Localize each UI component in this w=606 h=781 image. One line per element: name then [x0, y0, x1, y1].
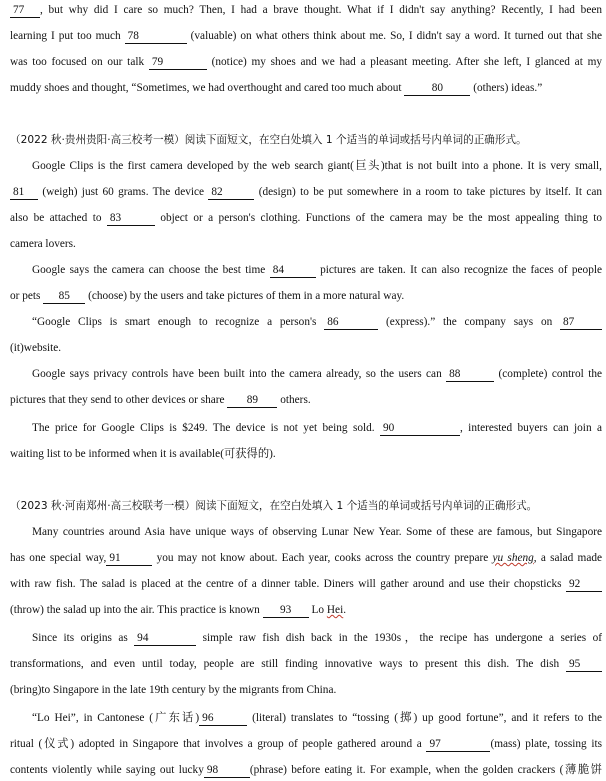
text: simple raw fish dish back in the 1930s，the recipe has undergone a series of — [202, 632, 602, 644]
text: camera lovers. — [10, 238, 76, 250]
s2-line-2 — [10, 184, 602, 201]
blank-92[interactable]: 92 — [566, 577, 602, 592]
blank-79[interactable]: 79 — [149, 55, 207, 70]
text: . — [343, 604, 347, 616]
blank-85[interactable]: 85 — [43, 289, 85, 304]
s2-line-6 — [10, 288, 602, 305]
blank-96[interactable]: 96 — [199, 711, 247, 726]
text: (phrase) before eating it. For example, when the golden crackers (薄脆饼 — [249, 764, 602, 776]
blank-89[interactable]: 89 — [227, 393, 277, 408]
section-3-header: （2023 秋·河南郑州·高三校联考一模）阅读下面短文，在空白处填入 1 个适当的单词或括号内单词的正确形式。 — [10, 500, 538, 512]
text: muddy shoes and thought, “Sometimes, we had overthought and cared too much about — [10, 82, 402, 94]
section-2-header: （2022 秋·贵州贵阳·高三校考一模）阅读下面短文，在空白处填入 1 个适当的单词或括号内单词的正确形式。 — [10, 134, 527, 146]
s3-line-9 — [10, 736, 602, 753]
text: pictures that they send to other devices or share — [10, 394, 225, 406]
text: transformations, and even until today, people are still finding innovative ways to present this dish. The dish — [10, 658, 560, 670]
text: (others) ideas.” — [473, 82, 543, 94]
s2-line-1 — [10, 158, 602, 175]
text: (choose) by the users and take pictures of them in a more natural way. — [88, 290, 405, 302]
blank-86[interactable]: 86 — [324, 315, 378, 330]
blank-81[interactable]: 81 — [10, 185, 38, 200]
s3-line-8 — [10, 710, 602, 727]
text: also be attached to — [10, 212, 102, 224]
s3-line-1 — [10, 524, 602, 541]
text: Many countries around Asia have unique ways of observing Lunar New Year. Some of these are famous, but Singapore — [32, 526, 602, 538]
text: (literal) translates to “tossing (掷) up good fortune”, and it refers to the — [252, 712, 602, 724]
text: or pets — [10, 290, 41, 302]
text: (design) to be put somewhere in a room to take pictures by itself. It can — [258, 186, 602, 198]
blank-90[interactable]: 90 — [380, 421, 460, 436]
blank-98[interactable]: 98 — [204, 763, 250, 778]
text: (notice) my shoes and we had a pleasant meeting. After she left, I glanced at my — [211, 56, 602, 68]
text: waiting list to be informed when it is available(可获得的). — [10, 448, 276, 460]
s3-line-5 — [10, 630, 602, 647]
s2-line-8 — [10, 340, 602, 357]
blank-87[interactable]: 87 — [560, 315, 602, 330]
text: Lo — [311, 604, 325, 616]
blank-97[interactable]: 97 — [426, 737, 490, 752]
blank-77[interactable]: 77 — [10, 3, 40, 18]
text: (bring)to Singapore in the late 19th century by the migrants from China. — [10, 684, 337, 696]
text: object or a person's clothing. Functions of the camera may be the most appealing thing to — [160, 212, 602, 224]
s2-line-3 — [10, 210, 602, 227]
text: contents violently while saying out lucky — [10, 764, 204, 776]
s2-line-5 — [10, 262, 602, 279]
s3-line-6 — [10, 656, 602, 673]
s2-line-7 — [10, 314, 602, 331]
blank-80[interactable]: 80 — [404, 81, 470, 96]
text: (weigh) just 60 grams. The device — [42, 186, 205, 198]
p1-line-2 — [10, 28, 602, 45]
text: pictures are taken. It can also recognize the faces of people — [320, 264, 602, 276]
s2-line-10 — [10, 392, 602, 409]
text: was too focused on our talk — [10, 56, 145, 68]
text: “Lo Hei”, in Cantonese (广东话) — [32, 712, 200, 724]
yu-sheng-term: yu sheng — [492, 552, 534, 564]
text: with raw fish. The salad is placed at the centre of a dinner table. Diners will gather around and use their chopsticks — [10, 578, 562, 590]
s3-line-10 — [10, 762, 602, 779]
text: others. — [280, 394, 311, 406]
text: Google says the camera can choose the best time — [32, 264, 266, 276]
s3-line-7 — [10, 682, 602, 699]
text: (mass) plate, tossing its — [490, 738, 602, 750]
blank-83[interactable]: 83 — [107, 211, 155, 226]
blank-93[interactable]: 93 — [263, 603, 309, 618]
text: The price for Google Clips is $249. The device is not yet being sold. — [32, 422, 375, 434]
blank-78[interactable]: 78 — [125, 29, 187, 44]
blank-88[interactable]: 88 — [446, 367, 494, 382]
text: (express).” the company says on — [385, 316, 553, 328]
text: (valuable) on what others think about me. So, I didn't say a word. It turned out that she — [190, 30, 602, 42]
text: has one special way, — [10, 552, 107, 564]
text: Google Clips is the first camera developed by the web search giant(巨头)that is not built into a phone. It is very small, — [32, 160, 602, 172]
s3-line-4 — [10, 602, 602, 619]
text: “Google Clips is smart enough to recognize a person's — [32, 316, 317, 328]
s2-line-4 — [10, 236, 602, 253]
blank-94[interactable]: 94 — [134, 631, 196, 646]
text: Since its origins as — [32, 632, 128, 644]
s2-line-11 — [10, 420, 602, 437]
blank-82[interactable]: 82 — [208, 185, 254, 200]
hei-word: Hei — [326, 604, 344, 616]
text: (throw) the salad up into the air. This practice is known — [10, 604, 260, 616]
text: , a salad made — [533, 552, 602, 564]
blank-95[interactable]: 95 — [566, 657, 602, 672]
s2-line-9 — [10, 366, 602, 383]
s2-line-12 — [10, 446, 602, 463]
s3-line-3 — [10, 576, 602, 593]
text: you may not know about. Each year, cooks across the country prepare — [156, 552, 489, 564]
text: learning I put too much — [10, 30, 121, 42]
p1-line-4 — [10, 80, 602, 97]
text: , interested buyers can join a — [459, 422, 602, 434]
text: (complete) control the — [498, 368, 602, 380]
text: , but why did I care so much? Then, I had a brave thought. What if I didn't say anything? Recently, I had been — [40, 4, 602, 16]
blank-84[interactable]: 84 — [270, 263, 316, 278]
p1-line-3 — [10, 54, 602, 71]
s3-line-2 — [10, 550, 602, 567]
text: (it)website. — [10, 342, 62, 354]
text: Google says privacy controls have been built into the camera already, so the users can — [32, 368, 442, 380]
p1-line-1 — [10, 2, 602, 19]
text: ritual (仪式) adopted in Singapore that involves a group of people gathered around a — [10, 738, 422, 750]
blank-91[interactable]: 91 — [106, 551, 152, 566]
